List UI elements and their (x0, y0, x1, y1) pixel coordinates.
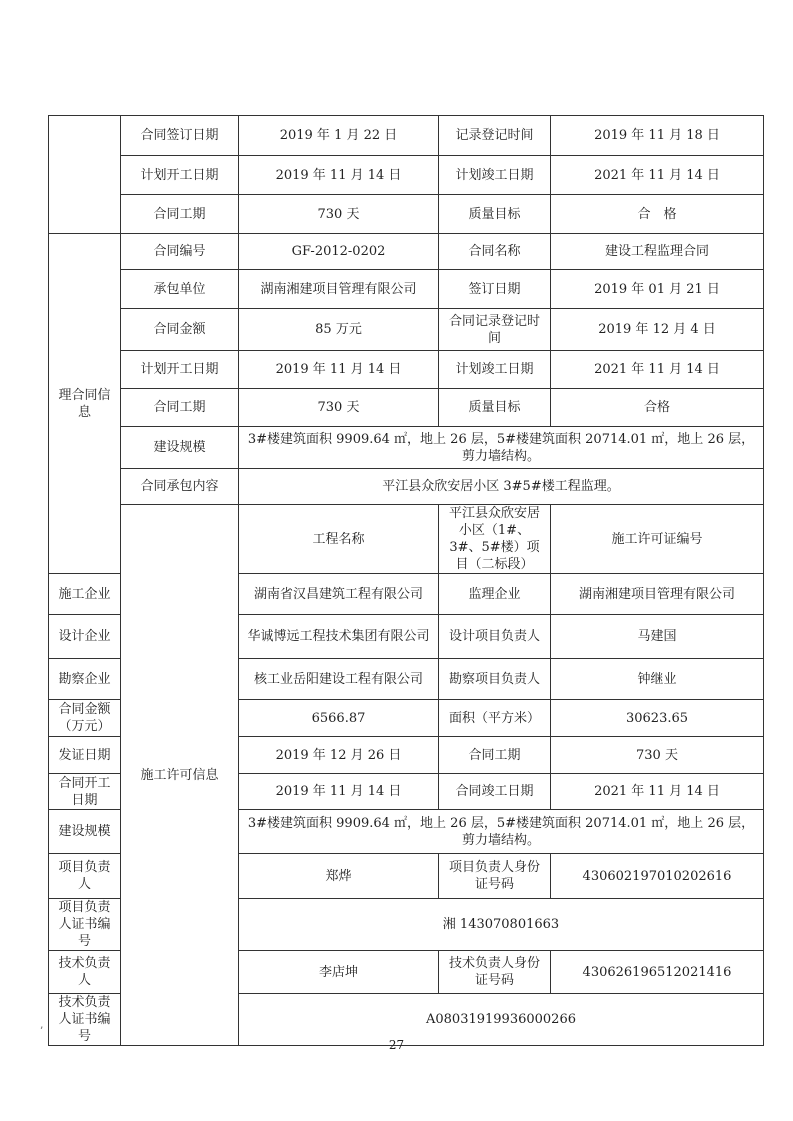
field-label: 建设规模 (121, 427, 239, 469)
scan-mark: ’ (40, 1026, 44, 1037)
field-label: 工程名称 (239, 505, 439, 574)
project-manager-id: 430602197010202616 (551, 854, 764, 899)
table-row (49, 116, 764, 156)
field-value: 30623.65 (551, 700, 764, 737)
field-value: 2019 年 11 月 18 日 (551, 116, 764, 156)
field-label: 合同金额 (121, 309, 239, 351)
field-label: 设计企业 (49, 615, 121, 659)
field-value: 合格 (551, 389, 764, 427)
field-label: 施工企业 (49, 574, 121, 615)
field-label: 计划竣工日期 (439, 351, 551, 389)
field-label: 合同签订日期 (121, 116, 239, 156)
field-value: 钟继业 (551, 659, 764, 700)
table-row (49, 427, 764, 469)
field-label: 计划竣工日期 (439, 156, 551, 195)
field-label: 合同编号 (121, 234, 239, 270)
field-label: 质量目标 (439, 389, 551, 427)
field-value: 湖南省汉昌建筑工程有限公司 (239, 574, 439, 615)
field-value: 2021 年 11 月 14 日 (551, 156, 764, 195)
tech-lead-name: 李店坤 (239, 951, 439, 994)
field-value: 湖南湘建项目管理有限公司 (239, 270, 439, 309)
table-row (49, 234, 764, 270)
field-value: 730 天 (551, 737, 764, 774)
field-label: 签订日期 (439, 270, 551, 309)
field-label: 合同工期 (121, 389, 239, 427)
field-label: 项目负责人证书编号 (49, 899, 121, 951)
table-row (49, 469, 764, 505)
tech-lead-id: 430626196512021416 (551, 951, 764, 994)
field-label: 建设规模 (49, 810, 121, 854)
field-value: 2019 年 12 月 4 日 (551, 309, 764, 351)
field-value: 2019 年 01 月 21 日 (551, 270, 764, 309)
field-value: 2019 年 11 月 14 日 (239, 774, 439, 810)
field-value: 华诚博远工程技术集团有限公司 (239, 615, 439, 659)
field-label: 合同金额（万元） (49, 700, 121, 737)
field-label: 合同工期 (121, 195, 239, 234)
field-label: 项目负责人身份证号码 (439, 854, 551, 899)
field-label: 设计项目负责人 (439, 615, 551, 659)
field-value: 730 天 (239, 195, 439, 234)
field-value: 马建国 (551, 615, 764, 659)
project-manager-cert: 湘 143070801663 (239, 899, 764, 951)
construction-scale-value: 3#楼建筑面积 9909.64 ㎡，地上 26 层，5#楼建筑面积 20714.01 ㎡，地上 26 层，剪力墙结构。 (239, 810, 764, 854)
field-value: 6566.87 (239, 700, 439, 737)
field-label: 合同记录登记时间 (439, 309, 551, 351)
field-label: 勘察项目负责人 (439, 659, 551, 700)
field-value: GF-2012-0202 (239, 234, 439, 270)
field-label: 合同开工日期 (49, 774, 121, 810)
page-number: 27 (388, 1038, 405, 1052)
table-row (49, 156, 764, 195)
field-value: 2019 年 1 月 22 日 (239, 116, 439, 156)
field-label: 承包单位 (121, 270, 239, 309)
table-row (49, 505, 764, 574)
field-value: 湖南湘建项目管理有限公司 (551, 574, 764, 615)
field-label: 合同承包内容 (121, 469, 239, 505)
field-label: 面积（平方米） (439, 700, 551, 737)
field-value: 合 格 (551, 195, 764, 234)
field-label: 勘察企业 (49, 659, 121, 700)
field-label: 技术负责人身份证号码 (439, 951, 551, 994)
field-value: 2019 年 11 月 14 日 (239, 351, 439, 389)
field-value: 85 万元 (239, 309, 439, 351)
table-row (49, 389, 764, 427)
field-value: 平江县众欣安居小区（1#、3#、5#楼）项目（二标段） (439, 505, 551, 574)
field-label: 合同竣工日期 (439, 774, 551, 810)
section-label-construction-permit: 施工许可信息 (121, 505, 239, 1046)
field-value: 2019 年 12 月 26 日 (239, 737, 439, 774)
section-label-supervision-contract: 理合同信息 (49, 234, 121, 574)
field-label: 施工许可证编号 (551, 505, 764, 574)
field-value: 2019 年 11 月 14 日 (239, 156, 439, 195)
construction-scale-value: 3#楼建筑面积 9909.64 ㎡，地上 26 层，5#楼建筑面积 20714.01 ㎡，地上 26 层，剪力墙结构。 (239, 427, 764, 469)
tech-lead-cert: A08031919936000266 (239, 994, 764, 1046)
info-table (48, 115, 764, 1046)
field-label: 计划开工日期 (121, 156, 239, 195)
table-row (49, 351, 764, 389)
field-label: 合同名称 (439, 234, 551, 270)
field-value: 核工业岳阳建设工程有限公司 (239, 659, 439, 700)
table-row (49, 270, 764, 309)
field-value: 2021 年 11 月 14 日 (551, 774, 764, 810)
field-label: 质量目标 (439, 195, 551, 234)
field-label: 计划开工日期 (121, 351, 239, 389)
field-label: 记录登记时间 (439, 116, 551, 156)
field-value: 730 天 (239, 389, 439, 427)
field-label: 合同工期 (439, 737, 551, 774)
field-label: 项目负责人 (49, 854, 121, 899)
field-label: 监理企业 (439, 574, 551, 615)
project-manager-name: 郑烨 (239, 854, 439, 899)
field-label: 技术负责人证书编号 (49, 994, 121, 1046)
field-label: 技术负责人 (49, 951, 121, 994)
table-row (49, 309, 764, 351)
field-value: 建设工程监理合同 (551, 234, 764, 270)
table-row (49, 195, 764, 234)
contract-content-value: 平江县众欣安居小区 3#5#楼工程监理。 (239, 469, 764, 505)
field-label: 发证日期 (49, 737, 121, 774)
section-label-cell (49, 116, 121, 234)
field-value: 2021 年 11 月 14 日 (551, 351, 764, 389)
